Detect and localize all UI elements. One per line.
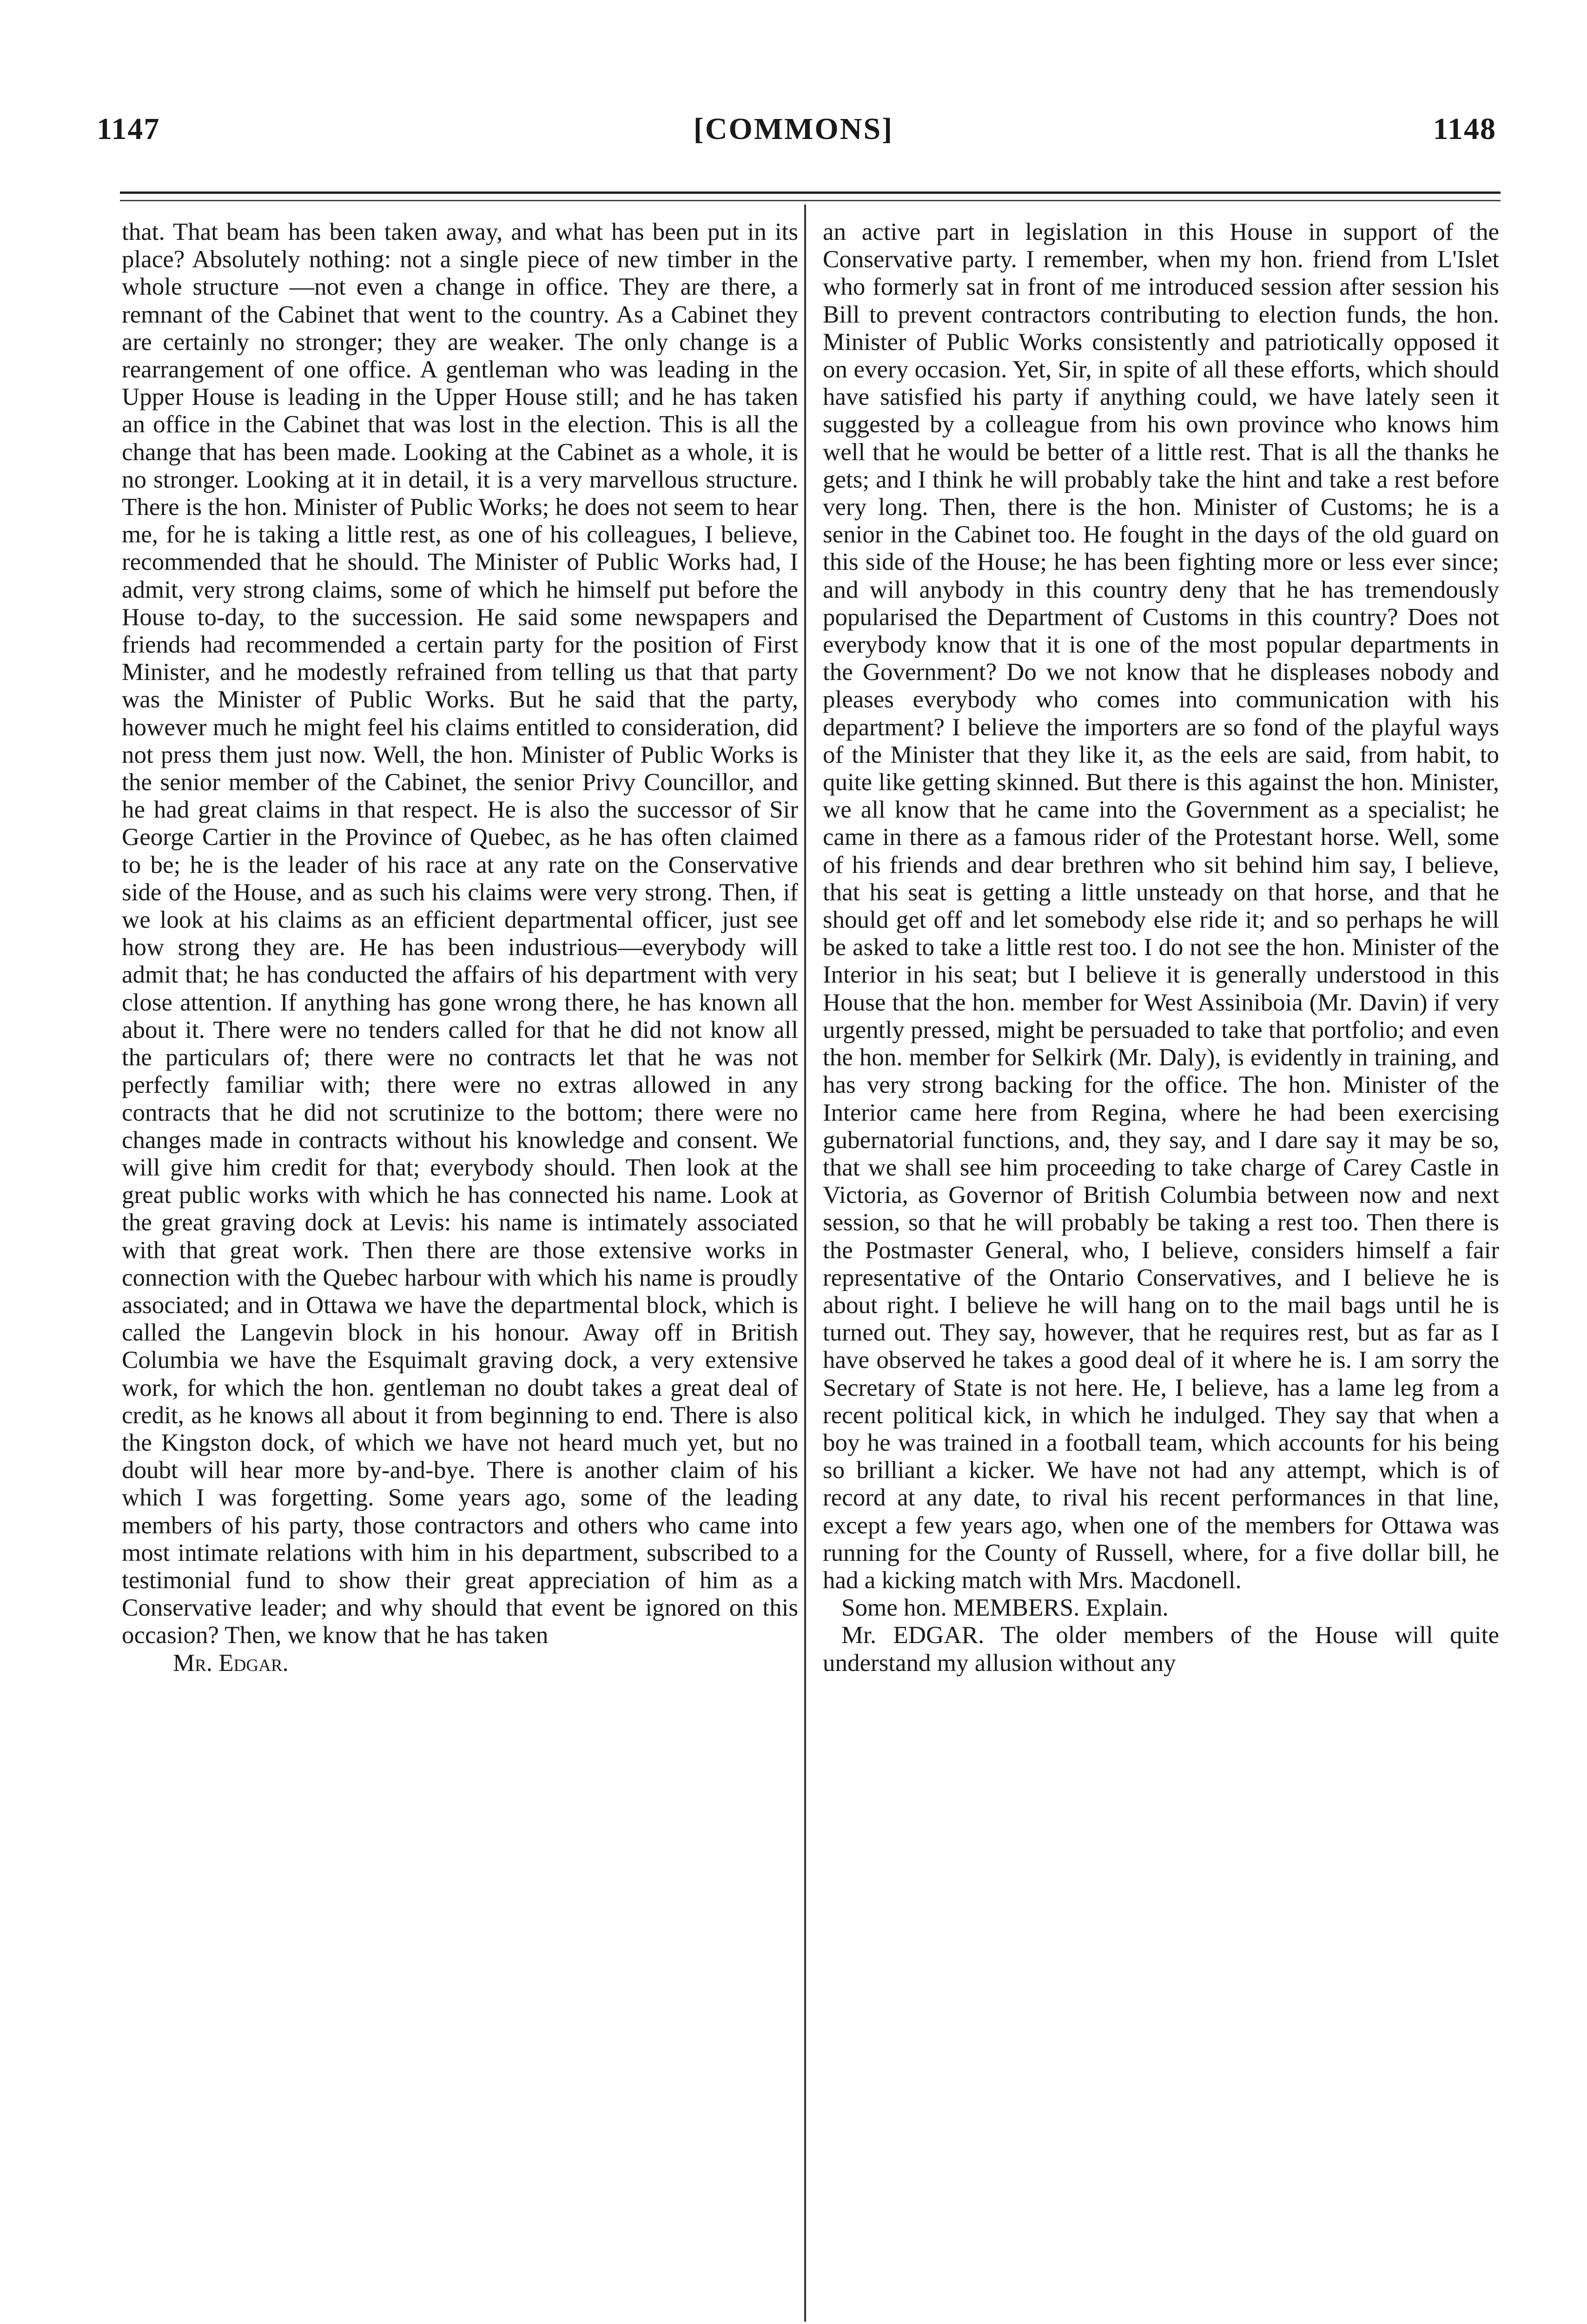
header-rule-top	[120, 191, 1501, 194]
edgar-reply: Mr. EDGAR. The older members of the House will quite understand my allusion without any	[823, 1622, 1499, 1677]
page-header	[0, 112, 1587, 163]
left-column-text: that. That beam has been taken away, and what has been put in its place? Absolutely nothing: not a single piece of new timber in the whole structure —not even a change in office. They are there, a remnant of the Cabinet that went to the country. As a Cabinet they are certainly no stronger; they are weaker. The only change is a rearrangement of one office. A gentleman who was leading in the Upper House is leading in the Upper House still; and he has taken an office in the Cabinet that was lost in the election. This is all the change that has been made. Looking at the Cabinet as a whole, it is no stronger. Looking at it in detail, it is a very marvellous structure. There is the hon. Minister of Public Works; he does not seem to hear me, for he is taking a little rest, as one of his colleagues, I believe, recommended that he should. The Minister of Public Works had, I admit, very strong claims, some of which he himself put before the House to-day, to the succession. He said some newspapers and friends had recommended a certain party for the position of First Minister, and he modestly refrained from telling us that that party was the Minister of Public Works. But he said that the party, however much he might feel his claims entitled to consideration, did not press them just now. Well, the hon. Minister of Public Works is the senior member of the Cabinet, the senior Privy Councillor, and he had great claims in that respect. He is also the successor of Sir George Cartier in the Province of Quebec, as he has often claimed to be; he is the leader of his race at any rate on the Conservative side of the House, and as such his claims were very strong. Then, if we look at his claims as an efficient departmental officer, just see how strong they are. He has been industrious—everybody will admit that; he has conducted the affairs of his department with very close attention. If anything has gone wrong there, he has known all about it. There were no tenders called for that he did not know all the particulars of; there were no contracts let that he was not perfectly familiar with; there were no extras allowed in any contracts that he did not scrutinize to the bottom; there were no changes made in contracts without his knowledge and consent. We will give him credit for that; everybody should. Then look at the great public works with which he has connected his name. Look at the great graving dock at Levis: his name is intimately associated with that great work. Then there are those extensive works in connection with the Quebec harbour with which his name is proudly associated; and in Ottawa we have the departmental block, which is called the Langevin block in his honour. Away off in British Columbia we have the Esquimalt graving dock, a very extensive work, for which the hon. gentleman no doubt takes a great deal of credit, as he knows all about it from beginning to end. There is also the Kingston dock, of which we have not heard much yet, but no doubt will hear more by-and-bye. There is another claim of his which I was forgetting. Some years ago, some of the leading members of his party, those contractors and others who came into most intimate relations with him in his department, subscribed to a testimonial fund to show their great appreciation of him as a Conservative leader; and why should that event be ignored on this occasion? Then, we know that he has taken	[122, 218, 798, 1649]
column-divider	[804, 205, 806, 2322]
right-column	[823, 218, 1499, 1677]
page-number-right: 1148	[1433, 112, 1496, 146]
running-title: [COMMONS]	[693, 112, 894, 146]
interjection: Some hon. MEMBERS. Explain.	[841, 1594, 1169, 1622]
right-column-text: an active part in legislation in this House in support of the Conservative party. I remember, when my hon. friend from L'Islet who formerly sat in front of me introduced session after session his Bill to prevent contractors contributing to election funds, the hon. Minister of Public Works consistently and patriotically opposed it on every occasion. Yet, Sir, in spite of all these efforts, which should have satisfied his party if anything could, we have lately seen it suggested by a colleague from his own province who knows him well that he would be better of a little rest. That is all the thanks he gets; and I think he will probably take the hint and take a rest before very long. Then, there is the hon. Minister of Customs; he is a senior in the Cabinet too. He fought in the days of the old guard on this side of the House; he has been fighting more or less ever since; and will anybody in this country deny that he has tremendously popularised the Department of Customs in this country? Does not everybody know that it is one of the most popular departments in the Government? Do we not know that he displeases nobody and pleases everybody who comes into communication with his department? I believe the importers are so fond of the playful ways of the Minister that they like it, as the eels are said, from habit, to quite like getting skinned. But there is this against the hon. Minister, we all know that he came into the Government as a specialist; he came in there as a famous rider of the Protestant horse. Well, some of his friends and dear brethren who sit behind him say, I believe, that his seat is getting a little unsteady on that horse, and that he should get off and let somebody else ride it; and so perhaps he will be asked to take a little rest too. I do not see the hon. Minister of the Interior in his seat; but I believe it is generally understood in this House that the hon. member for West Assiniboia (Mr. Davin) if very urgently pressed, might be persuaded to take that portfolio; and even the hon. member for Selkirk (Mr. Daly), is evidently in training, and has very strong backing for the office. The hon. Minister of the Interior came here from Regina, where he had been exercising gubernatorial functions, and, they say, and I dare say it may be so, that we shall see him proceeding to take charge of Carey Castle in Victoria, as Governor of British Columbia between now and next session, so that he will probably be taking a rest too. Then there is the Postmaster General, who, I believe, considers himself a fair representative of the Ontario Conservatives, and I believe he is about right. I believe he will hang on to the mail bags until he is turned out. They say, however, that he requires rest, but as far as I have observed he takes a good deal of it where he is. I am sorry the Secretary of State is not here. He, I believe, has a lame leg from a recent political kick, in which he indulged. They say that when a boy he was trained in a football team, which accounts for his being so brilliant a kicker. We have not had any attempt, which is of record at any date, to rival his recent performances in that line, except a few years ago, when one of the members for Ottawa was running for the County of Russell, where, for a five dollar bill, he had a kicking match with Mrs. Macdonell.	[823, 218, 1499, 1594]
page-number-left: 1147	[97, 112, 160, 146]
speaker-tag: Mr. Edgar.	[173, 1649, 289, 1677]
left-column	[122, 218, 798, 1677]
header-rule-bottom	[120, 200, 1501, 201]
